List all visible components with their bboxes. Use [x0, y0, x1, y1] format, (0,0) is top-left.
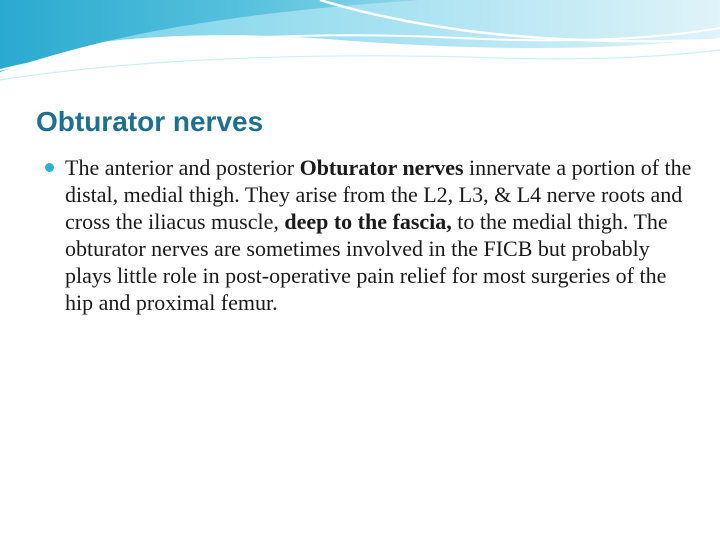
slide-body: [44, 154, 694, 316]
header-wave-decoration: [0, 0, 720, 90]
text-segment: to the medial thigh. The obturator nerves are sometimes involved in the FICB but probably plays little role in post-operative pain relief for most surgeries of the hip and proximal femur.: [65, 209, 668, 315]
bullet-text: [65, 155, 691, 315]
bullet-dot-icon: [45, 163, 54, 172]
slide-title: Obturator nerves: [36, 106, 264, 137]
bold-term-deep-to-fascia: deep to the fascia,: [284, 209, 452, 234]
text-segment: innervate a portion of the distal, medial thigh. They arise from the L2, L3, & L4 nerve roots and cross the iliacus muscle,: [65, 155, 692, 234]
bullet-item: [44, 154, 694, 316]
bold-term-obturator-nerves: Obturator nerves: [299, 155, 464, 180]
text-segment: The anterior and posterior: [65, 155, 300, 180]
